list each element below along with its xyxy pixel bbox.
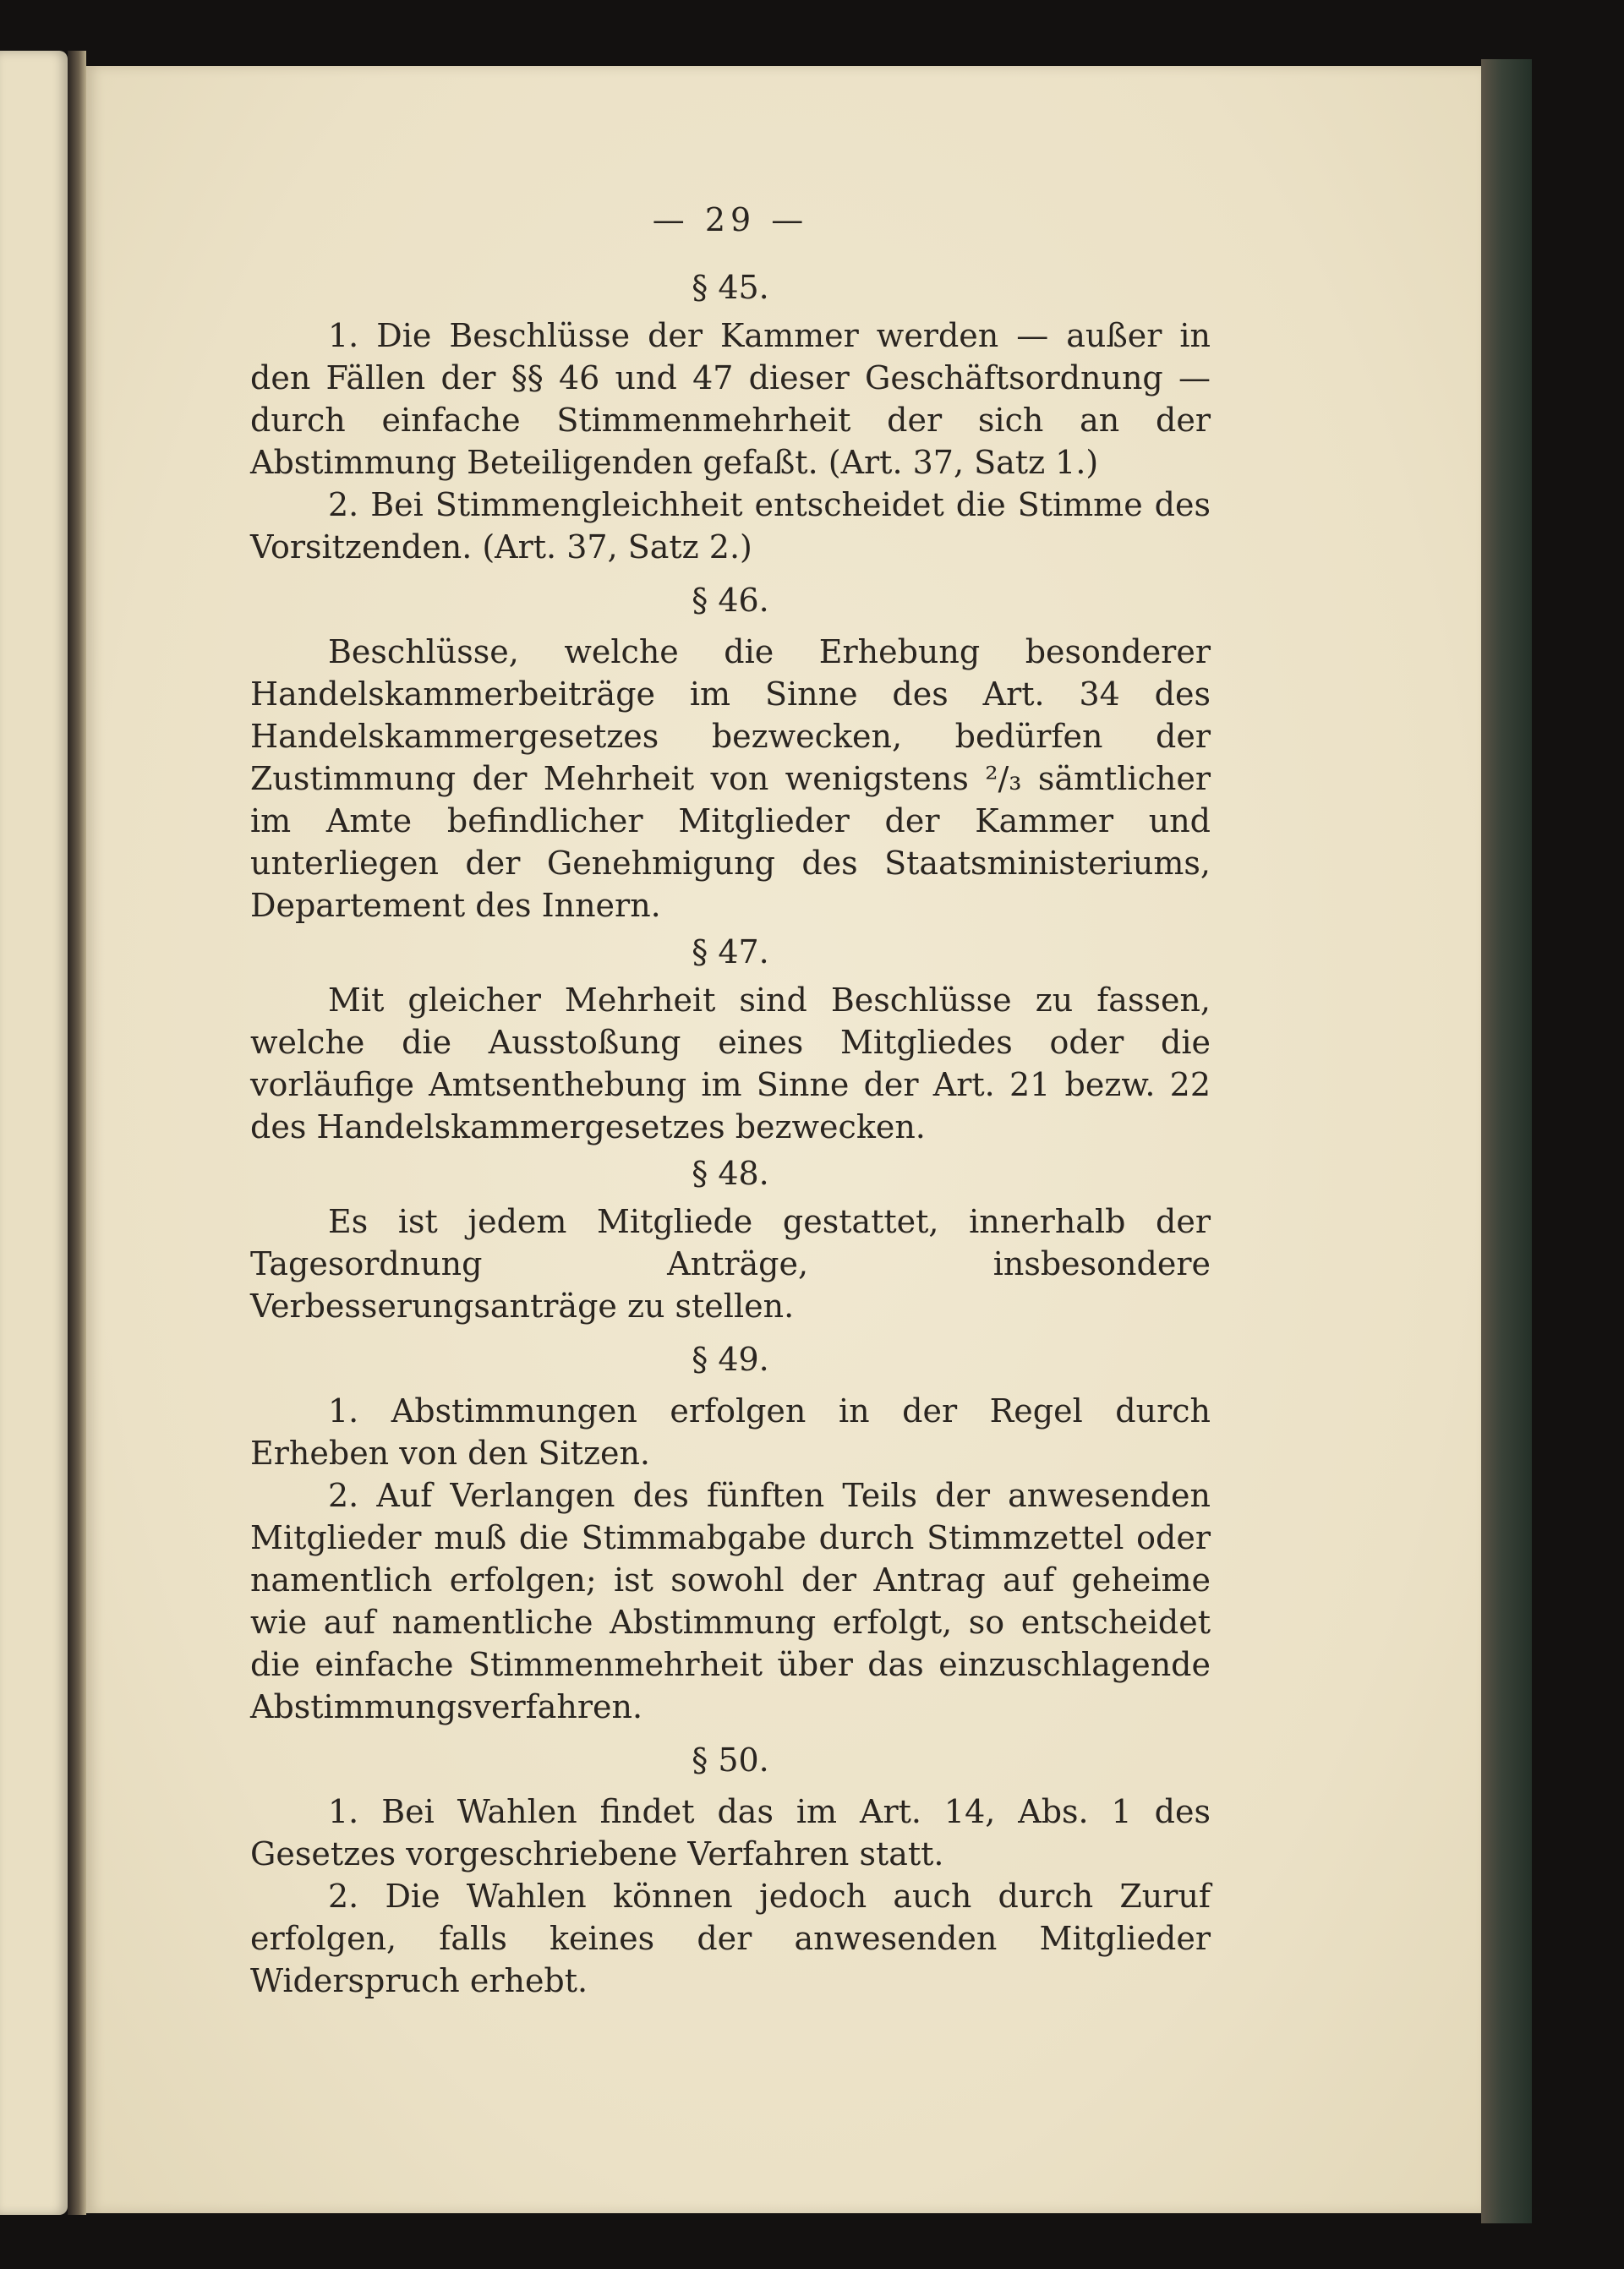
left-page-edge xyxy=(0,51,68,2215)
section-heading-46: § 46. xyxy=(692,582,769,619)
page-text xyxy=(250,194,1211,2002)
book-cover-edge xyxy=(1481,59,1532,2223)
paragraph-50-2: 2. Die Wahlen können jedoch auch durch Zuruf erfolgen, falls keines der anwesenden Mitglieder Widerspruch erhebt. xyxy=(250,1878,1211,1999)
paragraph-45-2: 2. Bei Stimmengleichheit entscheidet die Stimme des Vorsitzenden. (Art. 37, Satz 2.) xyxy=(250,486,1211,566)
page-number: — 29 — xyxy=(652,201,809,238)
section-heading-50: § 50. xyxy=(692,1741,769,1779)
paragraph-47-1: Mit gleicher Mehrheit sind Beschlüsse zu fassen, welche die Ausstoßung eines Mitgliedes oder die vorläufige Amtsenthebung im Sinne der Art. 21 bezw. 22 des Handelskammergesetzes bezwecken. xyxy=(250,981,1211,1145)
section-heading-45: § 45. xyxy=(692,269,769,306)
paragraph-49-1: 1. Abstimmungen erfolgen in der Regel durch Erheben von den Sitzen. xyxy=(250,1392,1211,1472)
section-heading-49: § 49. xyxy=(692,1341,769,1378)
paragraph-49-2: 2. Auf Verlangen des fünften Teils der anwesenden Mitglieder muß die Stimmabgabe durch Stimmzettel oder namentlich erfolgen; ist sowohl der Antrag auf geheime wie auf namentliche Abstimmung erfolgt, so entscheidet die einfache Stimmenmehrheit über das einzuschlagende Abstimmungsverfahren. xyxy=(250,1477,1211,1725)
paragraph-46-1: Beschlüsse, welche die Erhebung besonderer Handelskammerbeiträge im Sinne des Art. 34 des Handelskammergesetzes bezwecken, bedürfen der Zustimmung der Mehrheit von wenigstens ²/₃ sämtlicher im Amte befindlicher Mitglieder der Kammer und unterliegen der Genehmigung des Staatsministeriums, Departement des Innern. xyxy=(250,633,1211,924)
paragraph-48-1: Es ist jedem Mitgliede gestattet, innerhalb der Tagesordnung Anträge, insbesondere Verbesserungsanträge zu stellen. xyxy=(250,1203,1211,1325)
section-heading-47: § 47. xyxy=(692,933,769,970)
book-gutter xyxy=(68,51,86,2215)
section-heading-48: § 48. xyxy=(692,1155,769,1192)
paragraph-45-1: 1. Die Beschlüsse der Kammer werden — außer in den Fällen der §§ 46 und 47 dieser Geschäftsordnung — durch einfache Stimmenmehrheit der sich an der Abstimmung Beteiligenden gefaßt. (Art. 37, Satz 1.) xyxy=(250,317,1211,481)
paragraph-50-1: 1. Bei Wahlen findet das im Art. 14, Abs. 1 des Gesetzes vorgeschriebene Verfahren statt. xyxy=(250,1793,1211,1873)
